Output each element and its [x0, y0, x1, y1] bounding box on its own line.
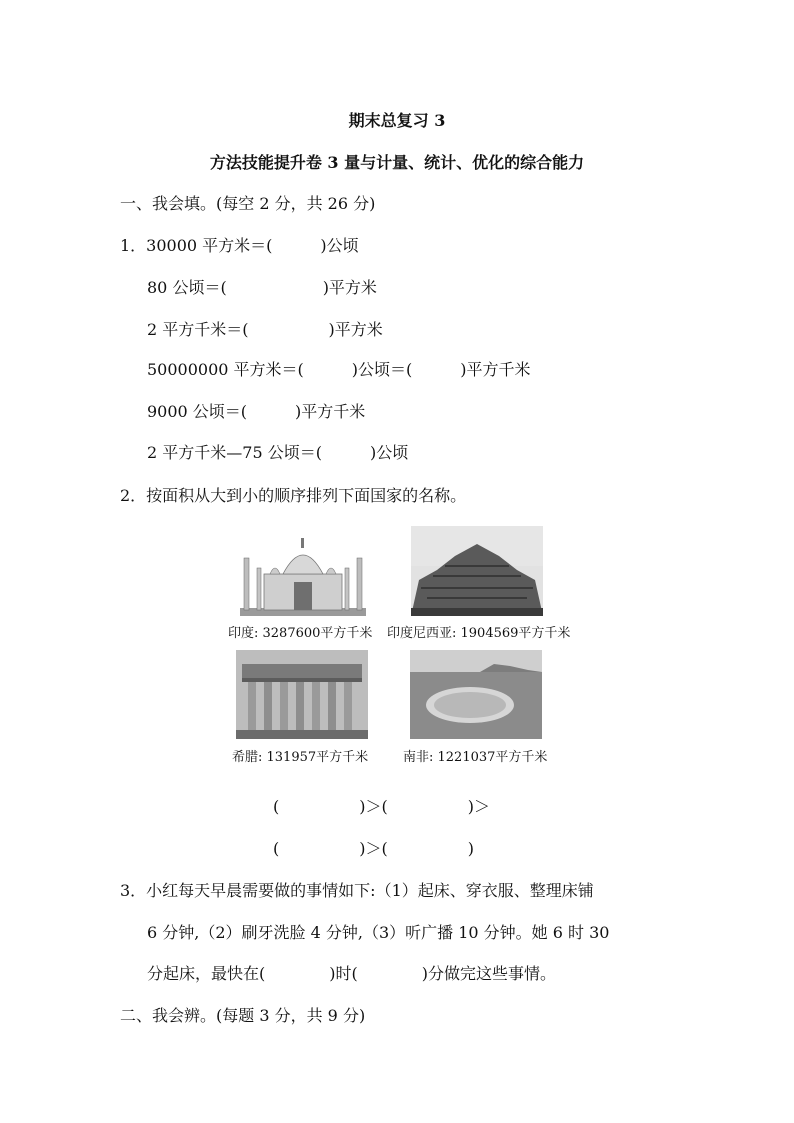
borobudur-image [411, 526, 543, 616]
q3-line-2: 6 分钟,（2）刷牙洗脸 4 分钟,（3）听广播 10 分钟。她 6 时 30 [147, 923, 610, 942]
q1-line-5: 9000 公顷＝( )平方千米 [147, 402, 366, 421]
caption-greece: 希腊: 131957平方千米 [232, 750, 369, 765]
taj-mahal-image [240, 530, 366, 616]
page-subtitle: 方法技能提升卷 3 量与计量、统计、优化的综合能力 [209, 153, 585, 172]
q2-prompt: 2．按面积从大到小的顺序排列下面国家的名称。 [120, 486, 467, 505]
q2-answer-row-1: ( )＞( )＞ [273, 797, 490, 816]
page-title: 期末总复习 3 [348, 111, 446, 130]
q3-line-3: 分起床，最快在( )时( )分做完这些事情。 [147, 964, 556, 983]
q1-line-3: 2 平方千米＝( )平方米 [147, 320, 383, 339]
q3-line-1: 3．小红每天早晨需要做的事情如下:（1）起床、穿衣服、整理床铺 [120, 881, 594, 900]
island-image [410, 650, 542, 739]
q1-line-2: 80 公顷＝( )平方米 [147, 278, 377, 297]
q1-line-1: 1．30000 平方米＝( )公顷 [120, 236, 359, 255]
q2-answer-row-2: ( )＞( ) [273, 839, 474, 858]
q1-line-4: 50000000 平方米＝( )公顷＝( )平方千米 [147, 360, 531, 379]
caption-indonesia: 印度尼西亚: 1904569平方千米 [387, 626, 571, 641]
parthenon-image [236, 650, 368, 739]
section-2-heading: 二、我会辨。(每题 3 分，共 9 分) [120, 1006, 366, 1025]
q1-line-6: 2 平方千米—75 公顷＝( )公顷 [147, 443, 409, 462]
caption-south-africa: 南非: 1221037平方千米 [403, 750, 548, 765]
section-1-heading: 一、我会填。(每空 2 分，共 26 分) [120, 194, 376, 213]
caption-india: 印度: 3287600平方千米 [228, 626, 373, 641]
